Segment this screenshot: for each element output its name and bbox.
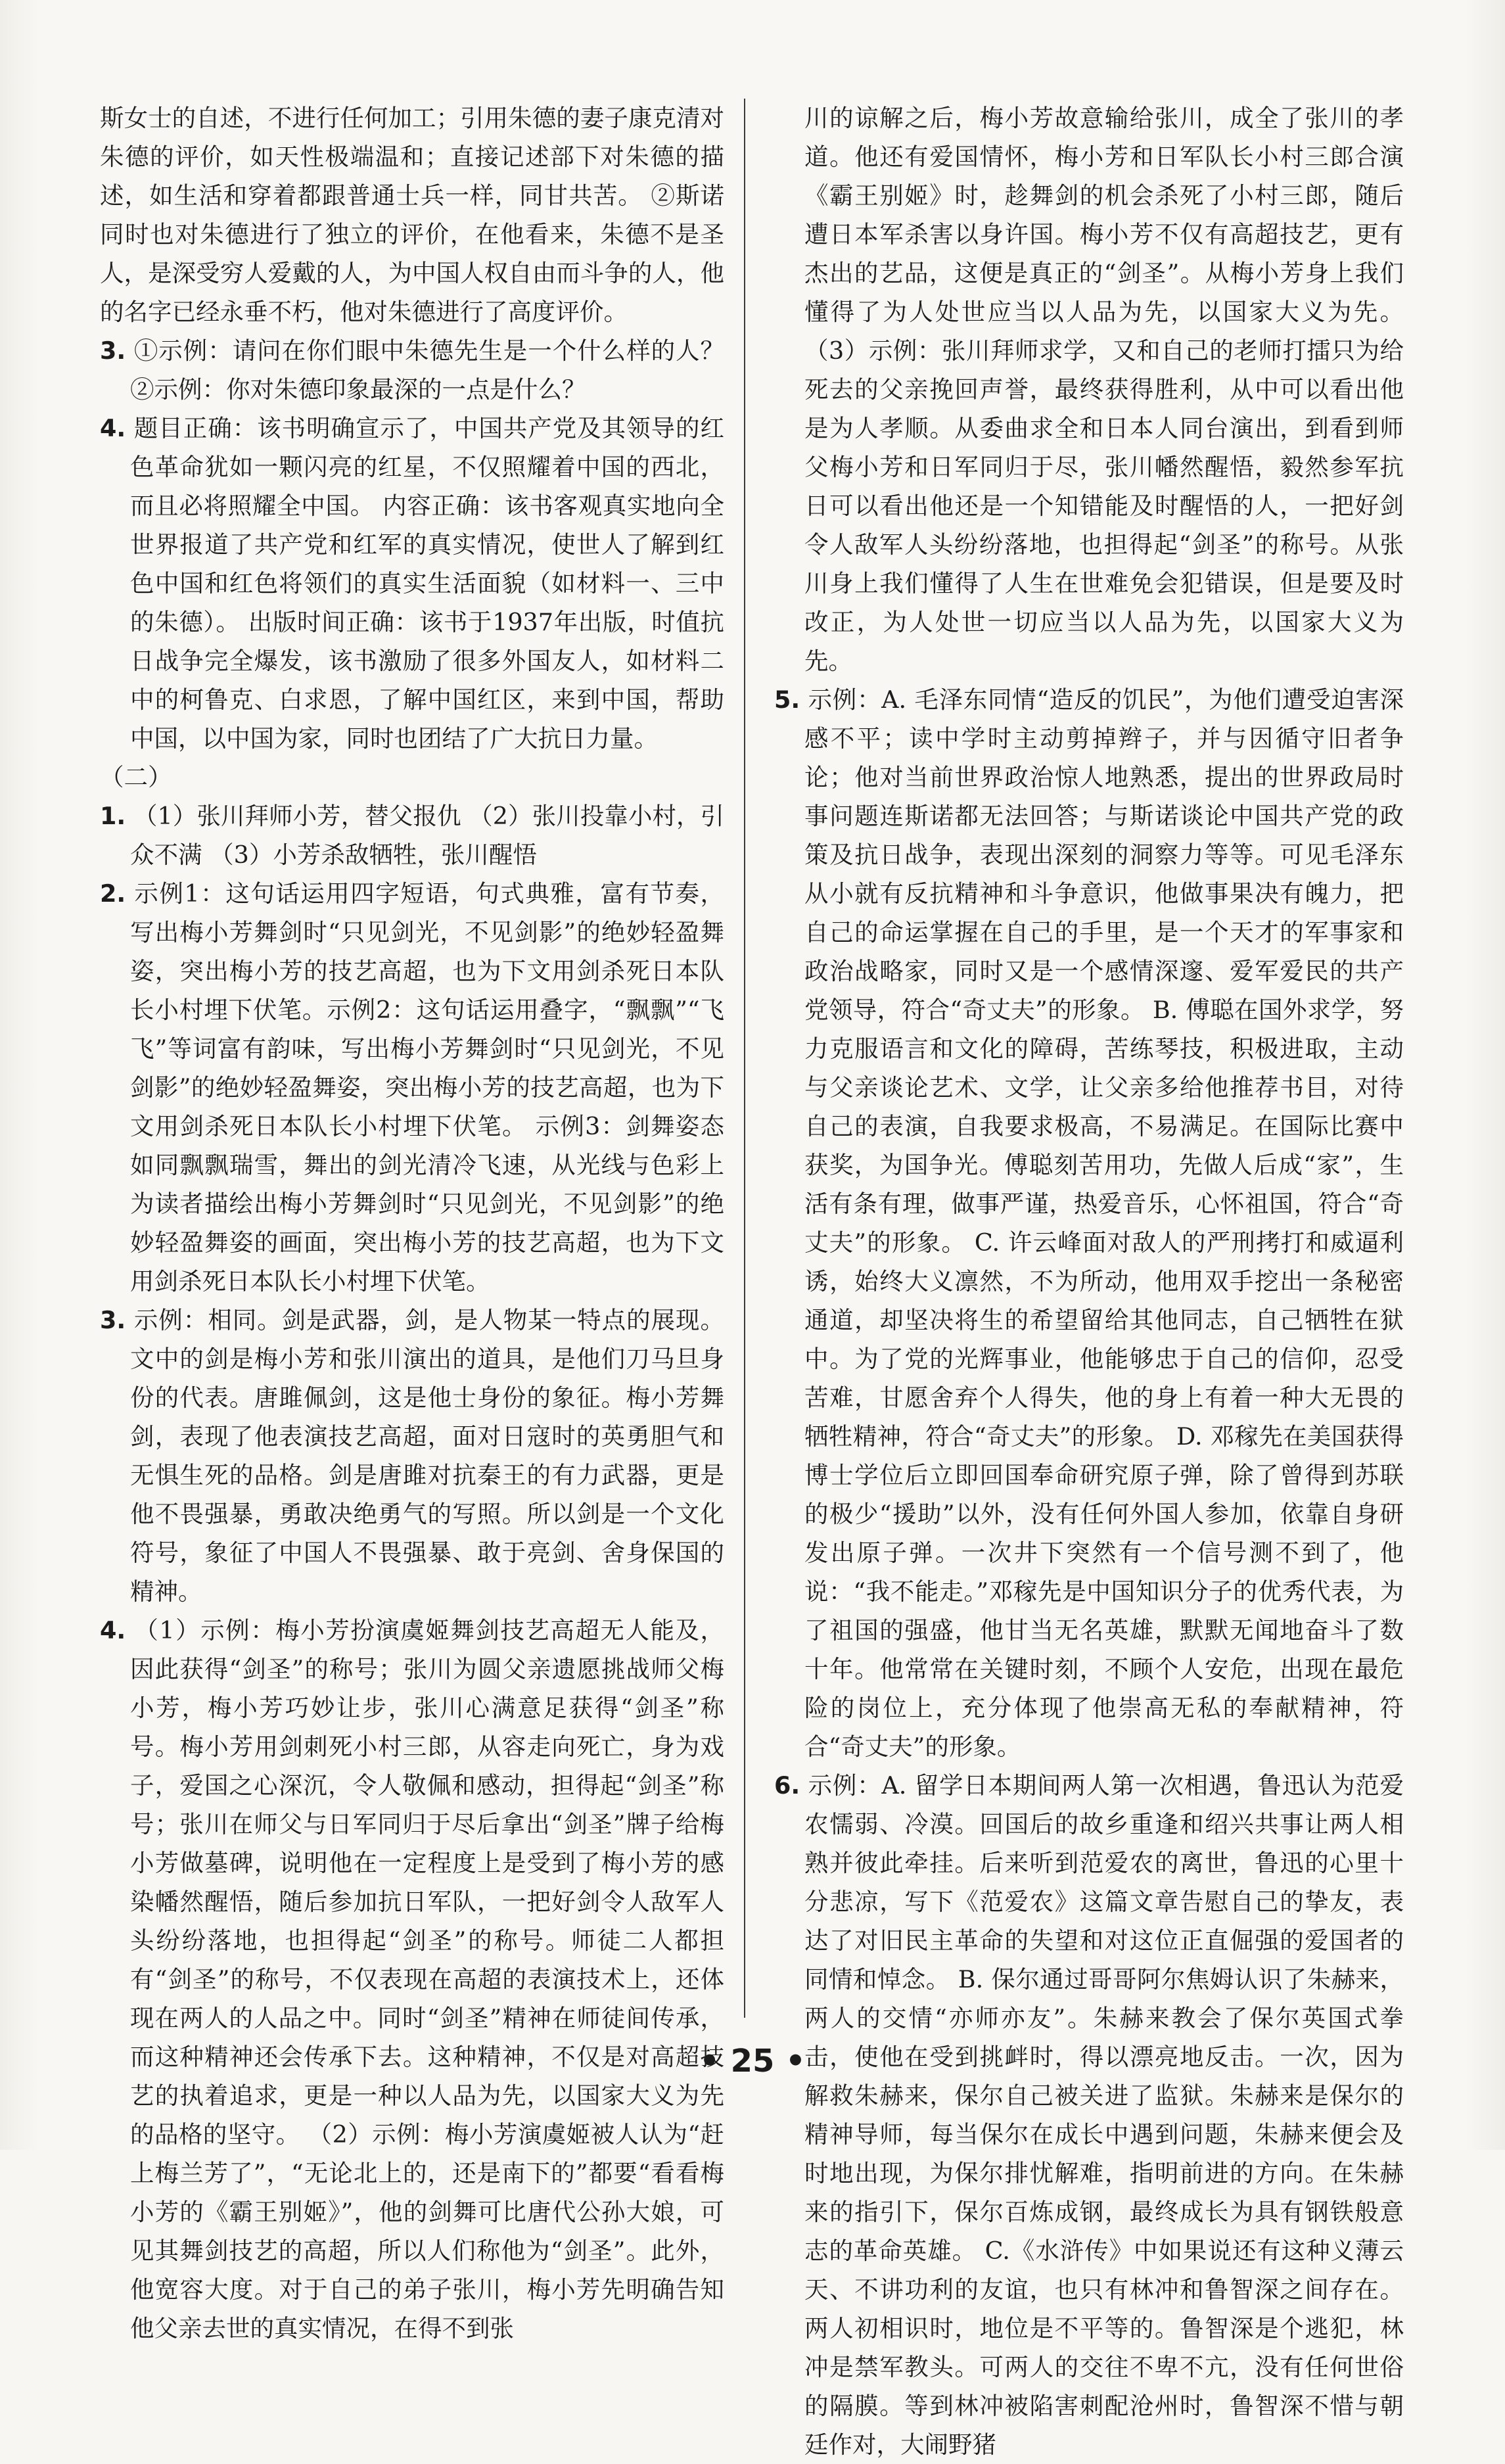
right-column — [774, 99, 1404, 2464]
item-number: 1. — [100, 802, 126, 830]
list-item-5 — [774, 680, 1404, 1766]
item-text: 示例：A. 留学日本期间两人第一次相遇，鲁迅认为范爱农懦弱、冷漠。回国后的故乡重逢和绍兴共事让两人相熟并彼此牵挂。后来听到范爱农的离世，鲁迅的心里十分悲凉，写下《范爱农》这篇文章告慰自己的挚友，表达了对旧民主革命的失望和对这位正直倔强的爱国者的同情和悼念。 B. 保尔通过哥哥阿尔焦姆认识了朱赫来，两人的交情“亦师亦友”。朱赫来教会了保尔英国式拳击，使他在受到挑衅时，得以漂亮地反击。一次，因为解救朱赫来，保尔自己被关进了监狱。朱赫来是保尔的精神导师，每当保尔在成长中遇到问题，朱赫来便会及时地出现，为保尔排忧解难，指明前进的方向。在朱赫来的指引下，保尔百炼成钢，最终成长为具有钢铁般意志的革命英雄。 C.《水浒传》中如果说还有这种义薄云天、不讲功利的友谊，也只有林冲和鲁智深之间存在。两人初相识时，地位是不平等的。鲁智深是个逃犯，林冲是禁军教头。可两人的交往不卑不亢，没有任何世俗的隔膜。等到林冲被陷害刺配沧州时，鲁智深不惜与朝廷作对，大闹野猪 — [804, 1771, 1404, 2459]
list-item-3b — [100, 1301, 724, 1611]
list-item-4b — [100, 1611, 724, 2348]
page-number: • 25 • — [699, 2043, 806, 2080]
paragraph-intro: 斯女士的自述，不进行任何加工；引用朱德的妻子康克清对朱德的评价，如天性极端温和；直接记述部下对朱德的描述，如生活和穿着都跟普通士兵一样，同甘共苦。 ②斯诺同时也对朱德进行了独立的评价，在他看来，朱德不是圣人，是深受穷人爱戴的人，为中国人权自由而斗争的人，他的名字已经永垂不朽，他对朱德进行了高度评价。 — [100, 104, 724, 326]
item-text: ①示例：请问在你们眼中朱德先生是一个什么样的人？ ②示例：你对朱德印象最深的一点是什么？ — [130, 337, 725, 404]
left-column — [100, 99, 724, 2348]
list-item-4 — [100, 409, 724, 758]
item-text: 示例：A. 毛泽东同情“造反的饥民”，为他们遭受迫害深感不平；读中学时主动剪掉辫子，并与因循守旧者争论；他对当前世界政治惊人地熟悉，提出的世界政局时事问题连斯诺都无法回答；与斯诺谈论中国共产党的政策及抗日战争，表现出深刻的洞察力等等。可见毛泽东从小就有反抗精神和斗争意识，他做事果决有魄力，把自己的命运掌握在自己的手里，是一个天才的军事家和政治战略家，同时又是一个感情深邃、爱军爱民的共产党领导，符合“奇丈夫”的形象。 B. 傅聪在国外求学，努力克服语言和文化的障碍，苦练琴技，积极进取，主动与父亲谈论艺术、文学，让父亲多给他推荐书目，对待自己的表演，自我要求极高，不易满足。在国际比赛中获奖，为国争光。傅聪刻苦用功，先做人后成“家”，生活有条有理，做事严谨，热爱音乐，心怀祖国，符合“奇丈夫”的形象。 C. 许云峰面对敌人的严刑拷打和威逼利诱，始终大义凛然，不为所动，他用双手挖出一条秘密通道，却坚决将生的希望留给其他同志，自己牺牲在狱中。为了党的光辉事业，他能够忠于自己的信仰，忍受苦难，甘愿舍弃个人得失，他的身上有着一种大无畏的牺牲精神，符合“奇丈夫”的形象。 D. 邓稼先在美国获得博士学位后立即回国奉命研究原子弹，除了曾得到苏联的极少“援助”以外，没有任何外国人参加，依靠自身研发出原子弹。一次井下突然有一个信号测不到了，他说：“我不能走。”邓稼先是中国知识分子的优秀代表，为了祖国的强盛，他甘当无名英雄，默默无闻地奋斗了数十年。他常常在关键时刻，不顾个人安危，出现在最危险的岗位上，充分体现了他崇高无私的奉献精神，符合“奇丈夫”的形象。 — [804, 686, 1404, 1761]
item-number: 4. — [100, 414, 126, 442]
item-text: （1）张川拜师小芳，替父报仇 （2）张川投靠小村，引众不满 （3）小芳杀敌牺牲，张川醒悟 — [130, 802, 725, 869]
section-label: （二） — [100, 763, 172, 791]
item-number: 3. — [100, 337, 126, 365]
column-divider — [744, 99, 745, 2018]
list-item-3 — [100, 331, 724, 409]
paragraph-continued: 川的谅解之后，梅小芳故意输给张川，成全了张川的孝道。他还有爱国情怀，梅小芳和日军队长小村三郎合演《霸王别姬》时，趁舞剑的机会杀死了小村三郎，随后遭日本军杀害以身许国。梅小芳不仅有高超技艺，更有杰出的艺品，这便是真正的“剑圣”。从梅小芳身上我们懂得了为人处世应当以人品为先，以国家大义为先。 （3）示例：张川拜师求学，又和自己的老师打擂只为给死去的父亲挽回声誉，最终获得胜利，从中可以看出他是为人孝顺。从委曲求全和日本人同台演出，到看到师父梅小芳和日军同归于尽，张川幡然醒悟，毅然参军抗日可以看出他还是一个知错能及时醒悟的人，一把好剑令人敌军人头纷纷落地，也担得起“剑圣”的称号。从张川身上我们懂得了人生在世难免会犯错误，但是要及时改正，为人处世一切应当以人品为先，以国家大义为先。 — [804, 104, 1404, 675]
item-number: 6. — [774, 1771, 800, 1800]
item-text: 示例：相同。剑是武器，剑，是人物某一特点的展现。文中的剑是梅小芳和张川演出的道具，是他们刀马旦身份的代表。唐雎佩剑，这是他士身份的象征。梅小芳舞剑，表现了他表演技艺高超，面对日寇时的英勇胆气和无惧生死的品格。剑是唐雎对抗秦王的有力武器，更是他不畏强暴，勇敢决绝勇气的写照。所以剑是一个文化符号，象征了中国人不畏强暴、敢于亮剑、舍身保国的精神。 — [130, 1306, 725, 1606]
item-text: （1）示例：梅小芳扮演虞姬舞剑技艺高超无人能及，因此获得“剑圣”的称号；张川为圆父亲遗愿挑战师父梅小芳，梅小芳巧妙让步，张川心满意足获得“剑圣”称号。梅小芳用剑刺死小村三郎，从容走向死亡，身为戏子，爱国之心深沉，令人敬佩和感动，担得起“剑圣”称号；张川在师父与日军同归于尽后拿出“剑圣”牌子给梅小芳做墓碑，说明他在一定程度上是受到了梅小芳的感染幡然醒悟，随后参加抗日军队，一把好剑令人敌军人头纷纷落地，也担得起“剑圣”的称号。师徒二人都担有“剑圣”的称号，不仅表现在高超的表演技术上，还体现在两人的人品之中。同时“剑圣”精神在师徒间传承，而这种精神还会传承下去。这种精神，不仅是对高超技艺的执着追求，更是一种以人品为先，以国家大义为先的品格的坚守。 （2）示例：梅小芳演虞姬被人认为“赶上梅兰芳了”，“无论北上的，还是南下的”都要“看看梅小芳的《霸王别姬》”，他的剑舞可比唐代公孙大娘，可见其舞剑技艺的高超，所以人们称他为“剑圣”。此外，他宽容大度。对于自己的弟子张川，梅小芳先明确告知他父亲去世的真实情况，在得不到张 — [130, 1616, 724, 2342]
item-text: 示例1：这句话运用四字短语，句式典雅，富有节奏，写出梅小芳舞剑时“只见剑光，不见剑影”的绝妙轻盈舞姿，突出梅小芳的技艺高超，也为下文用剑杀死日本队长小村埋下伏笔。示例2：这句话运用叠字，“飘飘”“飞飞”等词富有韵味，写出梅小芳舞剑时“只见剑光，不见剑影”的绝妙轻盈舞姿，突出梅小芳的技艺高超，也为下文用剑杀死日本队长小村埋下伏笔。 示例3：剑舞姿态如同飘飘瑞雪，舞出的剑光清冷飞速，从光线与色彩上为读者描绘出梅小芳舞剑时“只见剑光，不见剑影”的绝妙轻盈舞姿的画面，突出梅小芳的技艺高超，也为下文用剑杀死日本队长小村埋下伏笔。 — [130, 879, 724, 1295]
item-text: 题目正确：该书明确宣示了，中国共产党及其领导的红色革命犹如一颗闪亮的红星，不仅照耀着中国的西北，而且必将照耀全中国。 内容正确：该书客观真实地向全世界报道了共产党和红军的真实情况，使世人了解到红色中国和红色将领们的真实生活面貌（如材料一、三中的朱德）。 出版时间正确：该书于1937年出版，时值抗日战争完全爆发，该书激励了很多外国友人，如材料二中的柯鲁克、白求恩，了解中国红区，来到中国，帮助中国，以中国为家，同时也团结了广大抗日力量。 — [130, 414, 725, 753]
item-number: 4. — [100, 1616, 126, 1644]
item-number: 5. — [774, 686, 800, 714]
item-number: 2. — [100, 879, 126, 908]
list-item-2 — [100, 874, 724, 1301]
list-item-6 — [774, 1766, 1404, 2464]
list-item-1 — [100, 797, 724, 874]
item-number: 3. — [100, 1306, 126, 1334]
